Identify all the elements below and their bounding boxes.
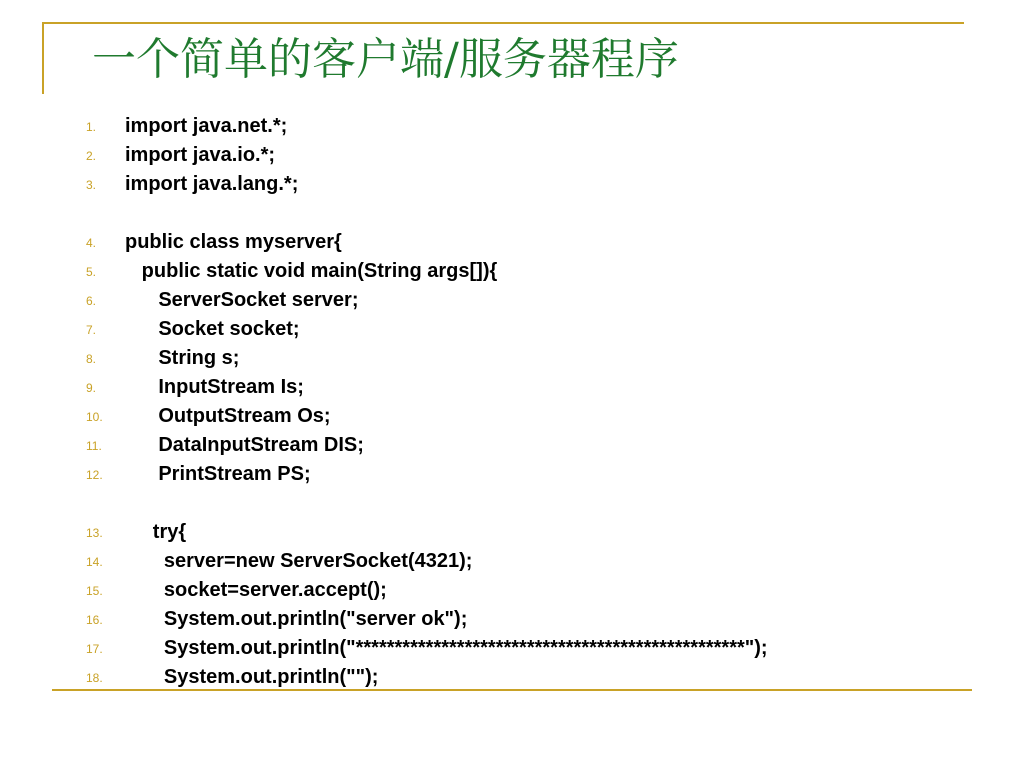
code-text: System.out.println("**************************************************");: [125, 637, 768, 659]
code-line: [0, 315, 300, 344]
code-text: public static void main(String args[]){: [125, 260, 498, 282]
code-text: Socket socket;: [125, 318, 300, 340]
code-text: ServerSocket server;: [125, 289, 359, 311]
line-number: 1.: [86, 120, 97, 134]
code-text: DataInputStream DIS;: [125, 434, 364, 456]
code-text: import java.lang.*;: [125, 173, 299, 195]
code-text: socket=server.accept();: [125, 579, 387, 601]
line-number: 18.: [86, 671, 103, 685]
code-text: OutputStream Os;: [125, 405, 331, 427]
line-number: 2.: [86, 149, 97, 163]
code-line: [0, 257, 498, 286]
code-line: [0, 663, 379, 692]
code-text: PrintStream PS;: [125, 463, 311, 485]
line-number: 8.: [86, 352, 97, 366]
code-line: [0, 547, 473, 576]
line-number: 17.: [86, 642, 103, 656]
code-text: String s;: [125, 347, 240, 369]
code-line: [0, 576, 387, 605]
slide-title: 一个简单的客户端/服务器程序: [92, 34, 679, 85]
line-number: 14.: [86, 555, 103, 569]
code-text: import java.io.*;: [125, 144, 276, 166]
code-text: System.out.println("server ok");: [125, 608, 468, 630]
code-line: [0, 431, 364, 460]
line-number: 5.: [86, 265, 97, 279]
code-line: [0, 170, 299, 199]
line-number: 7.: [86, 323, 97, 337]
code-text: import java.net.*;: [125, 115, 288, 137]
code-line: [0, 605, 468, 634]
code-line: [0, 402, 331, 431]
code-line: [0, 141, 276, 170]
line-number: 15.: [86, 584, 103, 598]
line-number: 9.: [86, 381, 97, 395]
code-text: server=new ServerSocket(4321);: [125, 550, 473, 572]
code-text: InputStream Is;: [125, 376, 304, 398]
line-number: 13.: [86, 526, 103, 540]
line-number: 4.: [86, 236, 97, 250]
code-line: [0, 518, 187, 547]
code-line: [0, 344, 240, 373]
bottom-accent-rule: [52, 689, 972, 691]
code-text: try{: [125, 521, 187, 543]
code-listing: [0, 112, 768, 692]
line-number: 6.: [86, 294, 97, 308]
line-number: 16.: [86, 613, 103, 627]
code-text: public class myserver{: [125, 231, 342, 253]
line-number: 11.: [86, 439, 102, 453]
left-accent-rule: [42, 22, 44, 94]
line-number: 10.: [86, 410, 103, 424]
line-number: 3.: [86, 178, 97, 192]
line-number: 12.: [86, 468, 103, 482]
code-line: [0, 286, 359, 315]
code-line: [0, 228, 342, 257]
code-line: [0, 634, 768, 663]
code-text: System.out.println("");: [125, 666, 379, 688]
code-line: [0, 373, 304, 402]
code-line: [0, 460, 311, 489]
code-line: [0, 112, 288, 141]
